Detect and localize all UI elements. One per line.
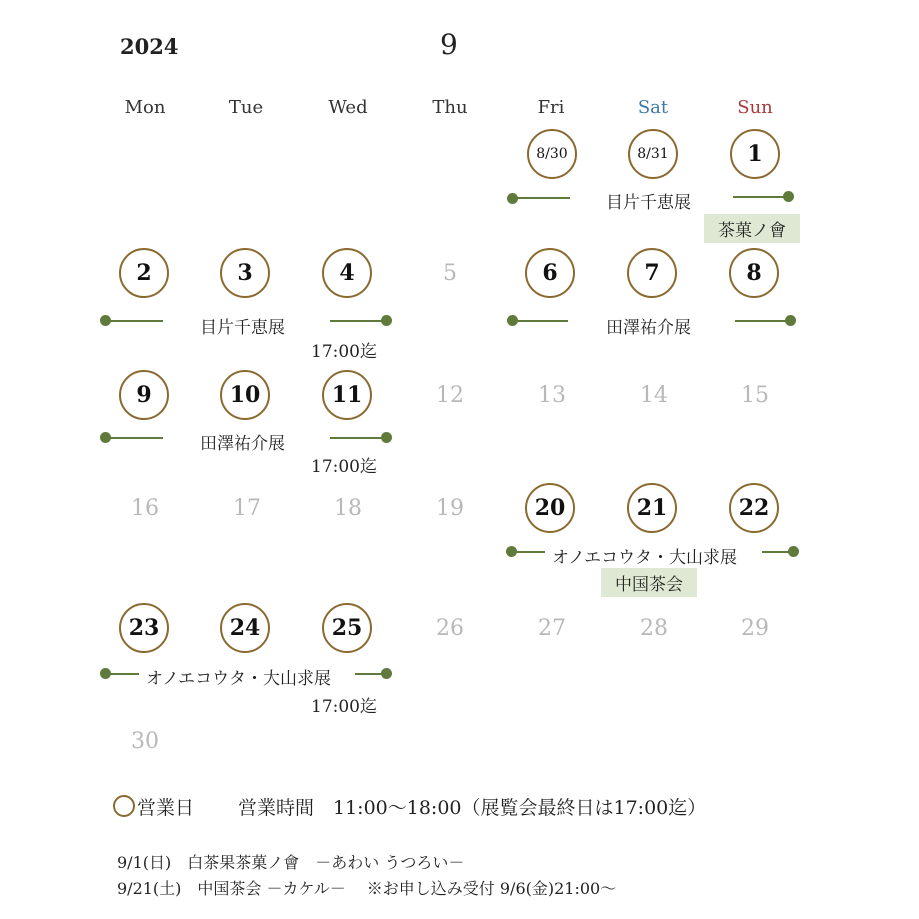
open-day-8-30[interactable]: 8/30 <box>527 129 577 179</box>
month-label: 9 <box>440 28 458 61</box>
year-label: 2024 <box>120 34 179 59</box>
closed-day-30: 30 <box>131 729 159 754</box>
event-label-tazawa: 田澤祐介展 <box>200 434 285 454</box>
closed-day-19: 19 <box>436 496 464 521</box>
event-line <box>330 320 385 322</box>
weekday-fri: Fri <box>537 97 565 118</box>
event-line <box>512 551 545 553</box>
note-line: 9/1(日) 白茶果茶菓ノ會 －あわい うつろい－ <box>117 853 465 872</box>
closed-day-26: 26 <box>436 616 464 641</box>
open-day-1[interactable]: 1 <box>730 129 780 179</box>
event-tag-chaka: 茶菓ノ會 <box>704 214 800 243</box>
open-day-10[interactable]: 10 <box>220 370 270 420</box>
open-day-3[interactable]: 3 <box>220 248 270 298</box>
event-label-onoe: オノエコウタ・大山求展 <box>146 669 331 689</box>
open-day-7[interactable]: 7 <box>627 248 677 298</box>
event-label-menkata: 目片千恵展 <box>200 318 285 338</box>
closed-day-17: 17 <box>233 496 261 521</box>
closed-day-18: 18 <box>334 496 362 521</box>
event-end-dot <box>783 191 794 202</box>
open-day-22[interactable]: 22 <box>729 483 779 533</box>
closed-day-29: 29 <box>741 616 769 641</box>
weekday-wed: Wed <box>328 97 368 118</box>
open-day-23[interactable]: 23 <box>119 603 169 653</box>
event-line <box>106 673 139 675</box>
closed-day-14: 14 <box>640 383 668 408</box>
event-end-dot <box>785 315 796 326</box>
closed-day-5: 5 <box>443 261 457 286</box>
closing-time-note: 17:00迄 <box>311 457 377 477</box>
weekday-tue: Tue <box>228 97 264 118</box>
weekday-sun: Sun <box>737 97 773 118</box>
event-end-dot <box>788 546 799 557</box>
event-line <box>733 196 788 198</box>
event-line <box>106 320 163 322</box>
legend-open-label: 営業日 <box>137 797 195 819</box>
event-line <box>735 320 788 322</box>
event-end-dot <box>381 432 392 443</box>
event-label-onoe: オノエコウタ・大山求展 <box>552 548 737 568</box>
closed-day-12: 12 <box>436 383 464 408</box>
open-day-25[interactable]: 25 <box>322 603 372 653</box>
closed-day-15: 15 <box>741 383 769 408</box>
closing-time-note: 17:00迄 <box>311 697 377 717</box>
event-line <box>513 320 568 322</box>
open-day-4[interactable]: 4 <box>322 248 372 298</box>
event-end-dot <box>381 668 392 679</box>
event-end-dot <box>381 315 392 326</box>
open-day-20[interactable]: 20 <box>525 483 575 533</box>
weekday-thu: Thu <box>432 97 468 118</box>
open-day-8[interactable]: 8 <box>729 248 779 298</box>
weekday-sat: Sat <box>637 97 669 118</box>
event-line <box>513 197 570 199</box>
open-day-11[interactable]: 11 <box>322 370 372 420</box>
event-label-tazawa: 田澤祐介展 <box>606 318 691 338</box>
closing-time-note: 17:00迄 <box>311 342 377 362</box>
note-line: 9/21(土) 中国茶会 －カケル－ ※お申し込み受付 9/6(金)21:00〜 <box>117 879 617 898</box>
closed-day-13: 13 <box>538 383 566 408</box>
event-label-menkata: 目片千恵展 <box>606 193 691 213</box>
open-day-21[interactable]: 21 <box>627 483 677 533</box>
open-day-9[interactable]: 9 <box>119 370 169 420</box>
legend-hours: 営業時間 11:00〜18:00（展覧会最終日は17:00迄） <box>238 797 707 819</box>
weekday-mon: Mon <box>124 97 166 118</box>
closed-day-16: 16 <box>131 496 159 521</box>
open-day-8-31[interactable]: 8/31 <box>628 129 678 179</box>
closed-day-28: 28 <box>640 616 668 641</box>
closed-day-27: 27 <box>538 616 566 641</box>
open-day-24[interactable]: 24 <box>220 603 270 653</box>
event-line <box>330 437 385 439</box>
open-day-2[interactable]: 2 <box>119 248 169 298</box>
event-line <box>762 551 790 553</box>
event-line <box>106 437 163 439</box>
open-day-6[interactable]: 6 <box>525 248 575 298</box>
event-tag-chinese-tea: 中国茶会 <box>601 568 697 597</box>
open-day-legend-icon <box>113 795 135 817</box>
